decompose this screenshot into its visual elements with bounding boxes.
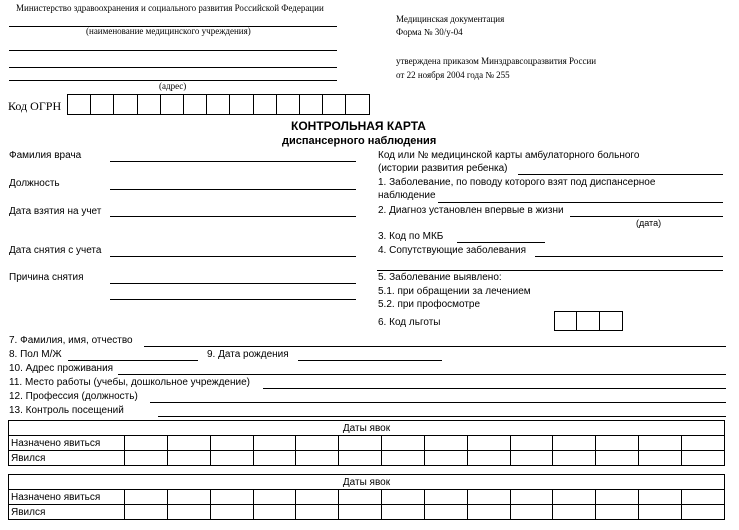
ogrn-code-box[interactable] — [229, 94, 253, 115]
form-title: КОНТРОЛЬНАЯ КАРТА — [291, 119, 426, 133]
visit-date-cell[interactable] — [639, 490, 682, 505]
visit-date-cell[interactable] — [467, 505, 510, 520]
visit-date-cell[interactable] — [467, 490, 510, 505]
visit-date-cell[interactable] — [553, 451, 596, 466]
attended-visit-row-label: Явился — [9, 451, 125, 466]
concomitant-label: 4. Сопутствующие заболевания — [378, 245, 527, 256]
institution-line-2 — [9, 50, 337, 51]
visit-date-cell[interactable] — [210, 505, 253, 520]
visit-date-cell[interactable] — [296, 490, 339, 505]
ogrn-code-box[interactable] — [206, 94, 230, 115]
detected-label: 5. Заболевание выявлено: — [378, 272, 502, 283]
approved-date: от 22 ноября 2004 года № 255 — [396, 70, 510, 80]
visit-date-cell[interactable] — [125, 490, 168, 505]
detected-checkup-label: 5.2. при профосмотре — [378, 299, 481, 310]
detected-treatment-label: 5.1. при обращении за лечением — [378, 286, 531, 297]
attended-visit-row — [9, 505, 725, 520]
visit-date-cell[interactable] — [553, 505, 596, 520]
visit-date-cell[interactable] — [167, 436, 210, 451]
reason-field-2[interactable] — [110, 286, 356, 300]
profession-field[interactable] — [150, 389, 726, 403]
visit-date-cell[interactable] — [681, 490, 724, 505]
registered-label: Дата взятия на учет — [9, 206, 102, 217]
sex-label: 8. Пол М/Ж — [9, 349, 62, 360]
visits-control-label: 13. Контроль посещений — [9, 405, 124, 416]
work-label: 11. Место работы (учебы, дошкольное учреждение) — [9, 377, 250, 388]
date-caption: (дата) — [636, 218, 662, 228]
disease-label: 1. Заболевание, по поводу которого взят под диспансерное — [378, 177, 656, 188]
institution-caption: (наименование медицинского учреждения) — [86, 26, 251, 36]
visit-date-cell[interactable] — [510, 505, 553, 520]
fio-field[interactable] — [144, 333, 726, 347]
visit-date-cell[interactable] — [681, 451, 724, 466]
visit-date-cell[interactable] — [553, 436, 596, 451]
visit-date-cell[interactable] — [382, 451, 425, 466]
ogrn-code-box[interactable] — [345, 94, 369, 115]
ogrn-code-box[interactable] — [113, 94, 137, 115]
visit-date-cell[interactable] — [424, 490, 467, 505]
doctor-label: Фамилия врача — [9, 150, 82, 161]
reason-field[interactable] — [110, 270, 356, 284]
visit-date-cell[interactable] — [510, 451, 553, 466]
scheduled-visit-row — [9, 490, 725, 505]
ogrn-code-box[interactable] — [67, 94, 91, 115]
visit-date-cell[interactable] — [596, 490, 639, 505]
visit-date-cell[interactable] — [167, 505, 210, 520]
visit-date-cell[interactable] — [639, 505, 682, 520]
visit-date-cell[interactable] — [510, 436, 553, 451]
ogrn-code-box[interactable] — [183, 94, 207, 115]
attended-visit-row — [9, 451, 725, 466]
reason-label: Причина снятия — [9, 272, 84, 283]
benefit-code-box-3[interactable] — [599, 311, 623, 331]
visit-date-cell[interactable] — [253, 436, 296, 451]
registered-date-field[interactable] — [110, 203, 356, 217]
doc-type: Медицинская документация — [396, 14, 505, 24]
visit-date-cell[interactable] — [339, 451, 382, 466]
form-subtitle: диспансерного наблюдения — [282, 135, 437, 147]
visit-date-cell[interactable] — [467, 436, 510, 451]
work-field[interactable] — [263, 375, 726, 389]
concomitant-field[interactable] — [535, 243, 723, 257]
visit-date-cell[interactable] — [681, 436, 724, 451]
visit-date-cell[interactable] — [339, 436, 382, 451]
visit-date-cell[interactable] — [596, 505, 639, 520]
visits-dates-header: Даты явок — [9, 475, 725, 490]
scheduled-visit-row-label: Назначено явиться — [9, 490, 125, 505]
card-number-caption: (истории развития ребенка) — [378, 163, 508, 174]
birth-date-field[interactable] — [298, 347, 442, 361]
visit-date-cell[interactable] — [125, 451, 168, 466]
address-label: 10. Адрес проживания — [9, 363, 114, 374]
visit-date-cell[interactable] — [167, 490, 210, 505]
visit-date-cell[interactable] — [296, 451, 339, 466]
diagnosis-label: 2. Диагноз установлен впервые в жизни — [378, 205, 564, 216]
address-line-1 — [9, 67, 337, 68]
benefit-code-label: 6. Код льготы — [378, 317, 441, 328]
profession-label: 12. Профессия (должность) — [9, 391, 138, 402]
deregistered-date-field[interactable] — [110, 243, 356, 257]
deregistered-label: Дата снятия с учета — [9, 245, 102, 256]
visit-date-cell[interactable] — [424, 505, 467, 520]
visits-control-field[interactable] — [158, 403, 726, 417]
visit-date-cell[interactable] — [125, 505, 168, 520]
ogrn-code-box[interactable] — [160, 94, 184, 115]
ogrn-code-box[interactable] — [299, 94, 323, 115]
visit-date-cell[interactable] — [253, 490, 296, 505]
ogrn-code-box[interactable] — [137, 94, 161, 115]
position-field[interactable] — [110, 176, 356, 190]
visits-dates-header: Даты явок — [9, 421, 725, 436]
visit-date-cell[interactable] — [382, 490, 425, 505]
visit-date-cell[interactable] — [210, 490, 253, 505]
visit-date-cell[interactable] — [639, 451, 682, 466]
scheduled-visit-row-label: Назначено явиться — [9, 436, 125, 451]
visit-date-cell[interactable] — [253, 505, 296, 520]
visit-date-cell[interactable] — [424, 451, 467, 466]
mkb-code-field[interactable] — [457, 229, 545, 243]
form-number: Форма № 30/у-04 — [396, 27, 463, 37]
ogrn-code-box[interactable] — [276, 94, 300, 115]
sex-field[interactable] — [68, 347, 198, 361]
visit-date-cell[interactable] — [253, 451, 296, 466]
visits-table — [8, 474, 725, 520]
ogrn-code-box[interactable] — [322, 94, 346, 115]
visit-date-cell[interactable] — [596, 436, 639, 451]
mkb-label: 3. Код по МКБ — [378, 231, 444, 242]
visit-date-cell[interactable] — [639, 436, 682, 451]
approved-order: утверждена приказом Минздравсоцразвития России — [396, 56, 597, 66]
card-number-field[interactable] — [518, 161, 723, 175]
ogrn-code-box[interactable] — [253, 94, 277, 115]
visits-table — [8, 420, 725, 466]
birth-date-label: 9. Дата рождения — [207, 349, 289, 360]
visit-date-cell[interactable] — [125, 436, 168, 451]
ogrn-code-box[interactable] — [90, 94, 114, 115]
benefit-code-box-2[interactable] — [576, 311, 600, 331]
visit-date-cell[interactable] — [382, 505, 425, 520]
concomitant-field-2[interactable] — [377, 257, 723, 271]
fio-label: 7. Фамилия, имя, отчество — [9, 335, 133, 346]
visit-date-cell[interactable] — [339, 505, 382, 520]
visit-date-cell[interactable] — [296, 505, 339, 520]
disease-field[interactable] — [438, 189, 723, 203]
visit-date-cell[interactable] — [681, 505, 724, 520]
scheduled-visit-row — [9, 436, 725, 451]
doctor-field[interactable] — [110, 148, 356, 162]
visit-date-cell[interactable] — [210, 436, 253, 451]
visit-date-cell[interactable] — [210, 451, 253, 466]
ogrn-label: Код ОГРН — [8, 99, 62, 113]
visit-date-cell[interactable] — [553, 490, 596, 505]
ministry-name: Министерство здравоохранения и социального развития Российской Федерации — [16, 3, 324, 13]
attended-visit-row-label: Явился — [9, 505, 125, 520]
card-number-label: Код или № медицинской карты амбулаторного больного — [378, 150, 640, 161]
visit-date-cell[interactable] — [296, 436, 339, 451]
diagnosis-date-field[interactable] — [570, 203, 723, 217]
address-caption: (адрес) — [159, 81, 187, 91]
visit-date-cell[interactable] — [424, 436, 467, 451]
visit-date-cell[interactable] — [339, 490, 382, 505]
visit-date-cell[interactable] — [596, 451, 639, 466]
position-label: Должность — [9, 178, 60, 189]
disease-label-cont: наблюдение — [378, 190, 436, 201]
address-field[interactable] — [118, 361, 726, 375]
visit-date-cell[interactable] — [382, 436, 425, 451]
visit-date-cell[interactable] — [167, 451, 210, 466]
visit-date-cell[interactable] — [510, 490, 553, 505]
benefit-code-box-1[interactable] — [554, 311, 577, 331]
visit-date-cell[interactable] — [467, 451, 510, 466]
